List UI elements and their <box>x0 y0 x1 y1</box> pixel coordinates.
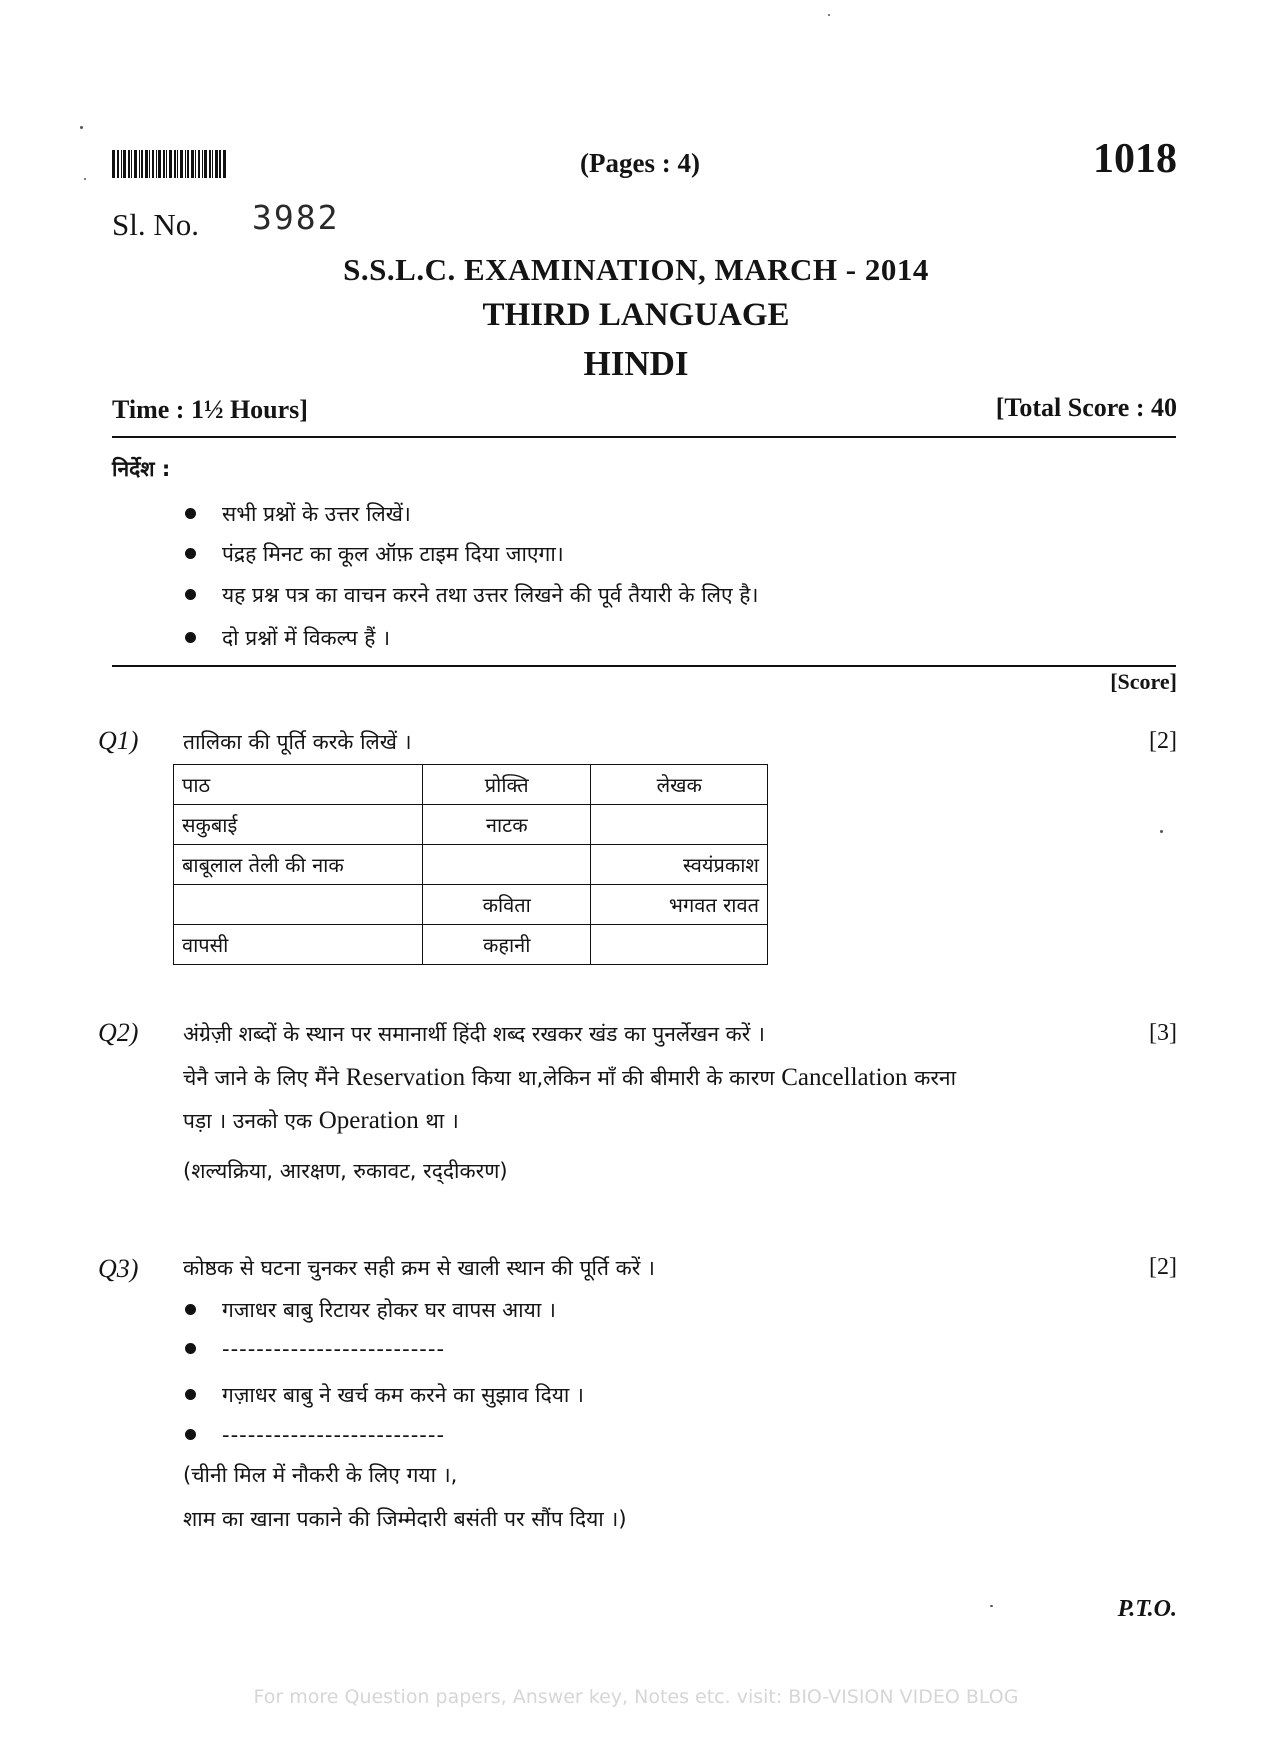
table-header-cell: लेखक <box>591 765 768 805</box>
table-header-cell: पाठ <box>174 765 423 805</box>
instruction-item: सभी प्रश्नों के उत्तर लिखें। <box>185 500 411 528</box>
q3-options-line: (चीनी मिल में नौकरी के लिए गया ।, <box>183 1463 458 1487</box>
q3-blank-item: -------------------------- <box>185 1337 445 1361</box>
q2-paragraph-line: चेनै जाने के लिए मैंने Reservation किया था,लेकिन माँ की बीमारी के कारण Cancellation करना <box>183 1064 957 1091</box>
score-column-heading: [Score] <box>1110 669 1177 694</box>
table-cell: कविता <box>423 885 591 925</box>
scan-speck <box>828 14 830 16</box>
table-cell <box>591 805 768 845</box>
time-allowed: Time : 1½ Hours] <box>112 395 308 424</box>
bullet-icon <box>185 1429 196 1440</box>
bullet-icon <box>185 632 196 643</box>
table-cell: स्वयंप्रकाश <box>591 845 768 885</box>
question-mark: [2] <box>1149 1254 1177 1280</box>
instruction-item: यह प्रश्न पत्र का वाचन करने तथा उत्तर लिखने की पूर्व तैयारी के लिए है। <box>185 581 758 609</box>
table-row <box>174 805 768 845</box>
page-count: (Pages : 4) <box>580 148 700 178</box>
question-label: Q2) <box>98 1018 139 1047</box>
language-title: THIRD LANGUAGE <box>482 297 790 333</box>
question-text: तालिका की पूर्ति करके लिखें । <box>183 730 412 754</box>
table-cell: वापसी <box>174 925 423 965</box>
divider <box>112 436 1176 438</box>
table-header-cell: प्रोक्ति <box>423 765 591 805</box>
serial-number-label: Sl. No. <box>112 207 199 242</box>
subject-title: HINDI <box>583 344 689 383</box>
scan-speck <box>1160 830 1163 833</box>
table-cell: कहानी <box>423 925 591 965</box>
scan-speck <box>84 178 86 180</box>
table-row <box>174 925 768 965</box>
instructions-heading: निर्देश : <box>112 457 171 481</box>
divider <box>112 665 1176 667</box>
bullet-icon <box>185 1304 196 1315</box>
table-cell <box>423 845 591 885</box>
table-row <box>174 885 768 925</box>
bullet-icon <box>185 1389 196 1400</box>
q2-word-options: (शल्यक्रिया, आरक्षण, रुकावट, रद्‌दीकरण) <box>183 1159 508 1183</box>
question-label: Q1) <box>98 726 139 755</box>
bullet-icon <box>185 548 196 559</box>
watermark: For more Question papers, Answer key, Notes etc. visit: BIO-VISION VIDEO BLOG <box>253 1686 1019 1708</box>
question-text: अंग्रेज़ी शब्दों के स्थान पर समानार्थी हिंदी शब्द रखकर खंड का पुनर्लेखन करें । <box>183 1022 765 1046</box>
bullet-icon <box>185 508 196 519</box>
total-score: [Total Score : 40 <box>995 393 1177 422</box>
paper-code: 1018 <box>1093 136 1177 182</box>
q3-options-line: शाम का खाना पकाने की जिम्मेदारी बसंती पर सौंप दिया ।) <box>183 1507 627 1531</box>
table-cell: नाटक <box>423 805 591 845</box>
scan-speck <box>990 1605 993 1607</box>
scan-speck <box>80 126 83 129</box>
table-cell <box>591 925 768 965</box>
question-mark: [3] <box>1149 1020 1177 1046</box>
question-text: कोष्ठक से घटना चुनकर सही क्रम से खाली स्थान की पूर्ति करें । <box>183 1256 655 1280</box>
table-cell: भगवत रावत <box>591 885 768 925</box>
q3-sequence-item: गजाधर बाबु रिटायर होकर घर वापस आया । <box>185 1296 556 1324</box>
q3-sequence-item: गज़ाधर बाबु ने खर्च कम करने का सुझाव दिया । <box>185 1381 584 1409</box>
bullet-icon <box>185 589 196 600</box>
q1-table <box>173 764 768 965</box>
barcode <box>112 150 260 178</box>
bullet-icon <box>185 1343 196 1354</box>
q2-paragraph-line: पड़ा । उनको एक Operation था । <box>183 1107 459 1134</box>
question-label: Q3) <box>98 1254 139 1283</box>
q3-blank-item: -------------------------- <box>185 1423 445 1447</box>
exam-title: S.S.L.C. EXAMINATION, MARCH - 2014 <box>343 252 929 287</box>
pto-note: P.T.O. <box>1117 1596 1177 1622</box>
table-cell <box>174 885 423 925</box>
table-cell: बाबूलाल तेली की नाक <box>174 845 423 885</box>
table-cell: सकुबाई <box>174 805 423 845</box>
table-row <box>174 845 768 885</box>
instruction-item: पंद्रह मिनट का कूल ऑफ़ टाइम दिया जाएगा। <box>185 540 564 568</box>
instruction-item: दो प्रश्नों में विकल्प हैं । <box>185 624 390 652</box>
serial-number-value: 3982 <box>252 198 340 237</box>
question-mark: [2] <box>1149 728 1177 754</box>
table-header-row <box>174 765 768 805</box>
